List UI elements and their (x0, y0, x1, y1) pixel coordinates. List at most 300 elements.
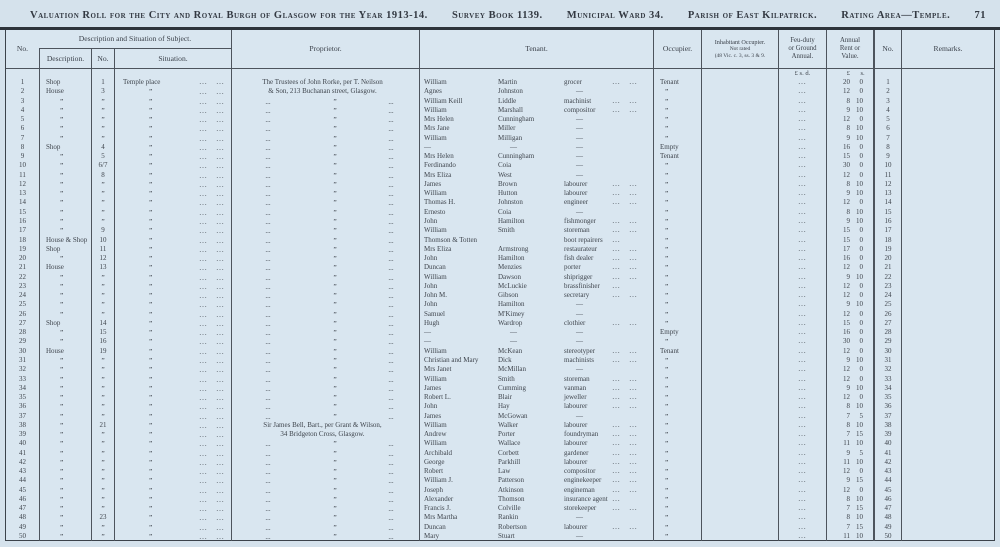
cell-remarks (901, 300, 994, 309)
cell-description: ” (39, 439, 91, 448)
cell-annual-rent: 17 0 (826, 245, 873, 254)
cell-feu-duty: ... (778, 384, 826, 393)
cell-street-number: ” (91, 124, 114, 133)
row-number-right: 11 (873, 171, 901, 180)
row-number-right: 37 (873, 412, 901, 421)
cell-situation: ” ... ... (114, 319, 231, 328)
cell-street-number: 14 (91, 319, 114, 328)
cell-street-number: 9 (91, 226, 114, 235)
cell-street-number: 11 (91, 245, 114, 254)
cell-street-number: ” (91, 300, 114, 309)
cell-inhabitant-occupier (701, 532, 778, 541)
cell-annual-rent: 8 10 (826, 124, 873, 133)
cell-proprietor: ... ” ... (231, 273, 419, 282)
cell-inhabitant-occupier (701, 384, 778, 393)
cell-street-number: ” (91, 412, 114, 421)
cell-feu-duty: ... (778, 217, 826, 226)
cell-feu-duty: ... (778, 291, 826, 300)
cell-inhabitant-occupier (701, 513, 778, 522)
cell-remarks (901, 208, 994, 217)
cell-description: ” (39, 134, 91, 143)
cell-feu-duty: ... (778, 143, 826, 152)
cell-inhabitant-occupier (701, 523, 778, 532)
cell-tenant: Mrs Eliza Armstrong restaurateur ... ... (419, 245, 653, 254)
cell-description: ” (39, 356, 91, 365)
cell-feu-duty: ... (778, 421, 826, 430)
cell-proprietor: ... ” ... (231, 152, 419, 161)
cell-situation: ” ... ... (114, 263, 231, 272)
cell-occupier: ” (653, 263, 701, 272)
cell-description: ” (39, 504, 91, 513)
cell-proprietor: ... ” ... (231, 347, 419, 356)
cell-situation: ” ... ... (114, 106, 231, 115)
row-number-left: 24 (19, 291, 26, 300)
cell-tenant: Samuel M'Kimey — (419, 310, 653, 319)
cell-situation: Temple place ... ... (114, 78, 231, 87)
row-number-left: 50 (19, 532, 26, 541)
cell-description: ” (39, 384, 91, 393)
cell-remarks (901, 171, 994, 180)
cell-proprietor: ... ” ... (231, 245, 419, 254)
cell-proprietor: ... ” ... (231, 467, 419, 476)
cell-tenant: James Brown labourer ... ... (419, 180, 653, 189)
cell-description: ” (39, 375, 91, 384)
cell-annual-rent: 12 0 (826, 115, 873, 124)
cell-proprietor: ... ” ... (231, 449, 419, 458)
cell-remarks (901, 180, 994, 189)
header-rent-line1: Annual (839, 36, 860, 44)
cell-situation: ” ... ... (114, 180, 231, 189)
cell-tenant: Duncan Menzies porter ... ... (419, 263, 653, 272)
cell-proprietor: ... ” ... (231, 365, 419, 374)
cell-feu-duty: ... (778, 87, 826, 96)
cell-proprietor: ... ” ... (231, 226, 419, 235)
row-number-left: 21 (19, 263, 26, 272)
cell-description: ” (39, 430, 91, 439)
cell-description: ” (39, 310, 91, 319)
cell-annual-rent: 8 10 (826, 97, 873, 106)
money-spacer (39, 69, 91, 78)
row-number-left: 33 (19, 374, 26, 383)
cell-tenant: William Martin grocer ... ... (419, 78, 653, 87)
cell-annual-rent: 11 10 (826, 532, 873, 541)
cell-proprietor: 34 Bridgeton Cross, Glasgow. (231, 430, 419, 439)
cell-occupier: ” (653, 106, 701, 115)
cell-occupier: ” (653, 97, 701, 106)
cell-description: ” (39, 467, 91, 476)
cell-proprietor: ... ” ... (231, 263, 419, 272)
row-number-right: 28 (873, 328, 901, 337)
cell-inhabitant-occupier (701, 115, 778, 124)
row-number-left: 28 (19, 328, 26, 337)
cell-annual-rent: 9 10 (826, 134, 873, 143)
header-inhabitant-line2: Not rated (729, 46, 751, 53)
row-number-right: 21 (873, 263, 901, 272)
cell-annual-rent: 12 0 (826, 263, 873, 272)
cell-description: ” (39, 189, 91, 198)
cell-inhabitant-occupier (701, 106, 778, 115)
cell-description: ” (39, 124, 91, 133)
cell-annual-rent: 9 10 (826, 356, 873, 365)
cell-street-number: 15 (91, 328, 114, 337)
cell-annual-rent: 30 0 (826, 161, 873, 170)
cell-feu-duty: ... (778, 254, 826, 263)
row-number-right: 7 (873, 134, 901, 143)
cell-street-number: ” (91, 486, 114, 495)
cell-inhabitant-occupier (701, 208, 778, 217)
money-spacer (419, 69, 653, 78)
cell-occupier: ” (653, 226, 701, 235)
row-number-left: 40 (19, 439, 26, 448)
cell-inhabitant-occupier (701, 439, 778, 448)
cell-inhabitant-occupier (701, 152, 778, 161)
row-number-right: 18 (873, 236, 901, 245)
row-number-right: 22 (873, 273, 901, 282)
cell-street-number: ” (91, 97, 114, 106)
cell-tenant: Duncan Robertson labourer ... ... (419, 523, 653, 532)
row-number-right: 2 (873, 87, 901, 96)
cell-feu-duty: ... (778, 282, 826, 291)
cell-remarks (901, 523, 994, 532)
cell-annual-rent: 15 0 (826, 236, 873, 245)
cell-proprietor: ... ” ... (231, 458, 419, 467)
cell-proprietor: ... ” ... (231, 504, 419, 513)
cell-tenant: Francis J. Colville storekeeper ... ... (419, 504, 653, 513)
row-number-right: 47 (873, 504, 901, 513)
cell-street-number: ” (91, 375, 114, 384)
cell-annual-rent: 9 10 (826, 300, 873, 309)
row-number-right: 5 (873, 115, 901, 124)
cell-feu-duty: ... (778, 476, 826, 485)
cell-feu-duty: ... (778, 180, 826, 189)
cell-remarks (901, 513, 994, 522)
cell-proprietor: ... ” ... (231, 124, 419, 133)
cell-feu-duty: ... (778, 78, 826, 87)
cell-annual-rent: 7 15 (826, 504, 873, 513)
page-title (0, 0, 1000, 27)
cell-street-number: 4 (91, 143, 114, 152)
cell-remarks (901, 226, 994, 235)
row-number-left: 29 (19, 337, 26, 346)
cell-annual-rent: 7 15 (826, 523, 873, 532)
row-number-right: 4 (873, 106, 901, 115)
cell-street-number: ” (91, 180, 114, 189)
row-number-right: 8 (873, 143, 901, 152)
cell-remarks (901, 115, 994, 124)
row-number-left: 8 (20, 142, 25, 151)
cell-annual-rent: 9 10 (826, 273, 873, 282)
cell-feu-duty: ... (778, 263, 826, 272)
cell-inhabitant-occupier (701, 458, 778, 467)
cell-feu-duty: ... (778, 161, 826, 170)
row-number-left: 35 (19, 393, 26, 402)
cell-occupier: ” (653, 254, 701, 263)
cell-situation: ” ... ... (114, 421, 231, 430)
cell-street-number: ” (91, 282, 114, 291)
cell-proprietor: ... ” ... (231, 384, 419, 393)
cell-feu-duty: ... (778, 495, 826, 504)
cell-proprietor: ... ” ... (231, 439, 419, 448)
cell-occupier: Empty (653, 328, 701, 337)
cell-proprietor: ... ” ... (231, 412, 419, 421)
cell-inhabitant-occupier (701, 189, 778, 198)
cell-occupier: ” (653, 161, 701, 170)
cell-street-number: ” (91, 356, 114, 365)
cell-occupier: ” (653, 208, 701, 217)
row-number-right: 40 (873, 439, 901, 448)
cell-inhabitant-occupier (701, 365, 778, 374)
cell-description: ” (39, 402, 91, 411)
cell-remarks (901, 189, 994, 198)
cell-tenant: James Cumming vanman ... ... (419, 384, 653, 393)
header-rent-line3: Value. (841, 53, 859, 60)
row-number-right: 10 (873, 161, 901, 170)
cell-proprietor: ... ” ... (231, 328, 419, 337)
row-number-left: 32 (19, 365, 26, 374)
cell-occupier: ” (653, 171, 701, 180)
header-feu-line2: or Ground (788, 44, 817, 52)
cell-occupier: ” (653, 189, 701, 198)
cell-proprietor: ... ” ... (231, 180, 419, 189)
cell-occupier: ” (653, 495, 701, 504)
cell-description: ” (39, 198, 91, 207)
cell-tenant: Mrs Janet McMillan — (419, 365, 653, 374)
cell-remarks (901, 412, 994, 421)
cell-tenant: William Wallace labourer ... ... (419, 439, 653, 448)
cell-proprietor: ... ” ... (231, 236, 419, 245)
cell-street-number: 1 (91, 78, 114, 87)
cell-feu-duty: ... (778, 106, 826, 115)
row-number-left: 30 (19, 346, 26, 355)
cell-occupier: ” (653, 486, 701, 495)
cell-occupier: Tenant (653, 78, 701, 87)
title-segment-survey-book: Survey Book 1139. (451, 9, 543, 21)
cell-street-number: ” (91, 393, 114, 402)
row-number-left: 45 (19, 485, 26, 494)
cell-street-number: ” (91, 523, 114, 532)
cell-description: ” (39, 337, 91, 346)
cell-proprietor: ... ” ... (231, 208, 419, 217)
cell-feu-duty: ... (778, 226, 826, 235)
cell-remarks (901, 291, 994, 300)
cell-remarks (901, 78, 994, 87)
cell-annual-rent: 11 10 (826, 458, 873, 467)
cell-feu-duty: ... (778, 208, 826, 217)
cell-inhabitant-occupier (701, 402, 778, 411)
cell-description: Shop (39, 78, 91, 87)
row-number-right: 45 (873, 486, 901, 495)
cell-situation: ” ... ... (114, 430, 231, 439)
cell-street-number: ” (91, 439, 114, 448)
row-number-right: 29 (873, 337, 901, 346)
cell-street-number: ” (91, 198, 114, 207)
cell-situation: ” ... ... (114, 124, 231, 133)
cell-situation: ” ... ... (114, 291, 231, 300)
cell-annual-rent: 12 0 (826, 486, 873, 495)
row-number-left: 23 (19, 281, 26, 290)
cell-situation: ” ... ... (114, 412, 231, 421)
money-spacer (873, 69, 901, 78)
title-segment-rating-area: Rating Area—Temple. (841, 9, 951, 21)
row-number-left: 27 (19, 318, 26, 327)
cell-tenant: John M. Gibson secretary ... ... (419, 291, 653, 300)
cell-occupier: Tenant (653, 347, 701, 356)
cell-street-number: ” (91, 310, 114, 319)
cell-remarks (901, 504, 994, 513)
cell-tenant: — — — (419, 143, 653, 152)
cell-inhabitant-occupier (701, 421, 778, 430)
cell-occupier: ” (653, 532, 701, 541)
folio-number: 71 (974, 9, 986, 21)
cell-situation: ” ... ... (114, 486, 231, 495)
cell-tenant: Mrs Jane Miller — (419, 124, 653, 133)
cell-situation: ” ... ... (114, 171, 231, 180)
cell-remarks (901, 282, 994, 291)
cell-remarks (901, 319, 994, 328)
cell-annual-rent: 8 10 (826, 495, 873, 504)
row-number-right: 13 (873, 189, 901, 198)
cell-tenant: Mrs Martha Rankin — (419, 513, 653, 522)
cell-situation: ” ... ... (114, 402, 231, 411)
row-number-left: 12 (19, 179, 26, 188)
cell-tenant: William Marshall compositor ... ... (419, 106, 653, 115)
cell-annual-rent: 8 10 (826, 513, 873, 522)
cell-occupier: ” (653, 217, 701, 226)
cell-remarks (901, 97, 994, 106)
header-description: Description. (39, 49, 91, 68)
row-number-right: 24 (873, 291, 901, 300)
cell-proprietor: ... ” ... (231, 402, 419, 411)
cell-remarks (901, 152, 994, 161)
cell-description: ” (39, 365, 91, 374)
cell-street-number: ” (91, 115, 114, 124)
cell-description: ” (39, 421, 91, 430)
cell-proprietor: ... ” ... (231, 143, 419, 152)
cell-description: ” (39, 161, 91, 170)
row-number-left: 46 (19, 494, 26, 503)
cell-proprietor: ... ” ... (231, 523, 419, 532)
row-number-right: 46 (873, 495, 901, 504)
cell-feu-duty: ... (778, 198, 826, 207)
row-number-right: 19 (873, 245, 901, 254)
cell-proprietor: ... ” ... (231, 532, 419, 541)
cell-inhabitant-occupier (701, 78, 778, 87)
cell-situation: ” ... ... (114, 476, 231, 485)
cell-annual-rent: 7 5 (826, 412, 873, 421)
row-number-left: 43 (19, 467, 26, 476)
row-number-right: 20 (873, 254, 901, 263)
cell-tenant: Robert Law compositor ... ... (419, 467, 653, 476)
row-number-right: 1 (873, 78, 901, 87)
cell-annual-rent: 9 5 (826, 449, 873, 458)
cell-occupier: ” (653, 513, 701, 522)
cell-tenant: Mrs Helen Cunningham — (419, 115, 653, 124)
cell-remarks (901, 467, 994, 476)
cell-inhabitant-occupier (701, 254, 778, 263)
cell-description: ” (39, 273, 91, 282)
cell-description: ” (39, 115, 91, 124)
cell-situation: ” ... ... (114, 449, 231, 458)
cell-inhabitant-occupier (701, 393, 778, 402)
row-number-left: 7 (20, 133, 25, 142)
row-number-left: 1 (20, 78, 25, 86)
row-number-right: 33 (873, 375, 901, 384)
row-number-right: 49 (873, 523, 901, 532)
cell-remarks (901, 161, 994, 170)
cell-description: ” (39, 180, 91, 189)
row-number-left: 9 (20, 152, 25, 161)
row-number-right: 44 (873, 476, 901, 485)
row-number-left: 31 (19, 355, 26, 364)
cell-feu-duty: ... (778, 124, 826, 133)
cell-remarks (901, 476, 994, 485)
header-street-no: No. (91, 49, 114, 68)
row-number-left: 6 (20, 124, 25, 133)
cell-inhabitant-occupier (701, 97, 778, 106)
cell-annual-rent: 9 10 (826, 217, 873, 226)
cell-remarks (901, 393, 994, 402)
cell-remarks (901, 495, 994, 504)
cell-inhabitant-occupier (701, 319, 778, 328)
cell-proprietor: ... ” ... (231, 115, 419, 124)
cell-feu-duty: ... (778, 189, 826, 198)
row-number-right: 6 (873, 124, 901, 133)
cell-situation: ” ... ... (114, 254, 231, 263)
row-number-right: 39 (873, 430, 901, 439)
row-number-left: 3 (20, 96, 25, 105)
cell-tenant: William Walker labourer ... ... (419, 421, 653, 430)
cell-situation: ” ... ... (114, 310, 231, 319)
cell-annual-rent: 20 0 (826, 78, 873, 87)
cell-feu-duty: ... (778, 458, 826, 467)
cell-remarks (901, 328, 994, 337)
cell-description: House & Shop (39, 236, 91, 245)
cell-remarks (901, 430, 994, 439)
cell-occupier: ” (653, 412, 701, 421)
cell-feu-duty: ... (778, 513, 826, 522)
cell-situation: ” ... ... (114, 134, 231, 143)
row-number-left: 16 (19, 216, 26, 225)
cell-street-number: ” (91, 458, 114, 467)
title-segment-ward: Municipal Ward 34. (566, 9, 664, 21)
cell-inhabitant-occupier (701, 412, 778, 421)
cell-remarks (901, 263, 994, 272)
cell-description: ” (39, 106, 91, 115)
cell-description: ” (39, 217, 91, 226)
header-inhabitant-line3: (48 Vic. c. 3, ss. 3 & 9. (714, 52, 766, 59)
cell-proprietor: ... ” ... (231, 161, 419, 170)
cell-inhabitant-occupier (701, 356, 778, 365)
cell-situation: ” ... ... (114, 504, 231, 513)
cell-situation: ” ... ... (114, 439, 231, 448)
cell-description: ” (39, 226, 91, 235)
row-number-left: 39 (19, 430, 26, 439)
cell-annual-rent: 15 0 (826, 319, 873, 328)
cell-annual-rent: 12 0 (826, 310, 873, 319)
cell-annual-rent: 9 10 (826, 189, 873, 198)
cell-street-number: ” (91, 273, 114, 282)
row-number-right: 26 (873, 310, 901, 319)
cell-description: Shop (39, 245, 91, 254)
cell-situation: ” ... ... (114, 513, 231, 522)
cell-tenant: Ernesto Coia — (419, 208, 653, 217)
cell-tenant: John Hamilton fishmonger ... ... (419, 217, 653, 226)
cell-feu-duty: ... (778, 245, 826, 254)
cell-proprietor: ... ” ... (231, 310, 419, 319)
cell-feu-duty: ... (778, 115, 826, 124)
cell-remarks (901, 365, 994, 374)
cell-street-number: ” (91, 467, 114, 476)
